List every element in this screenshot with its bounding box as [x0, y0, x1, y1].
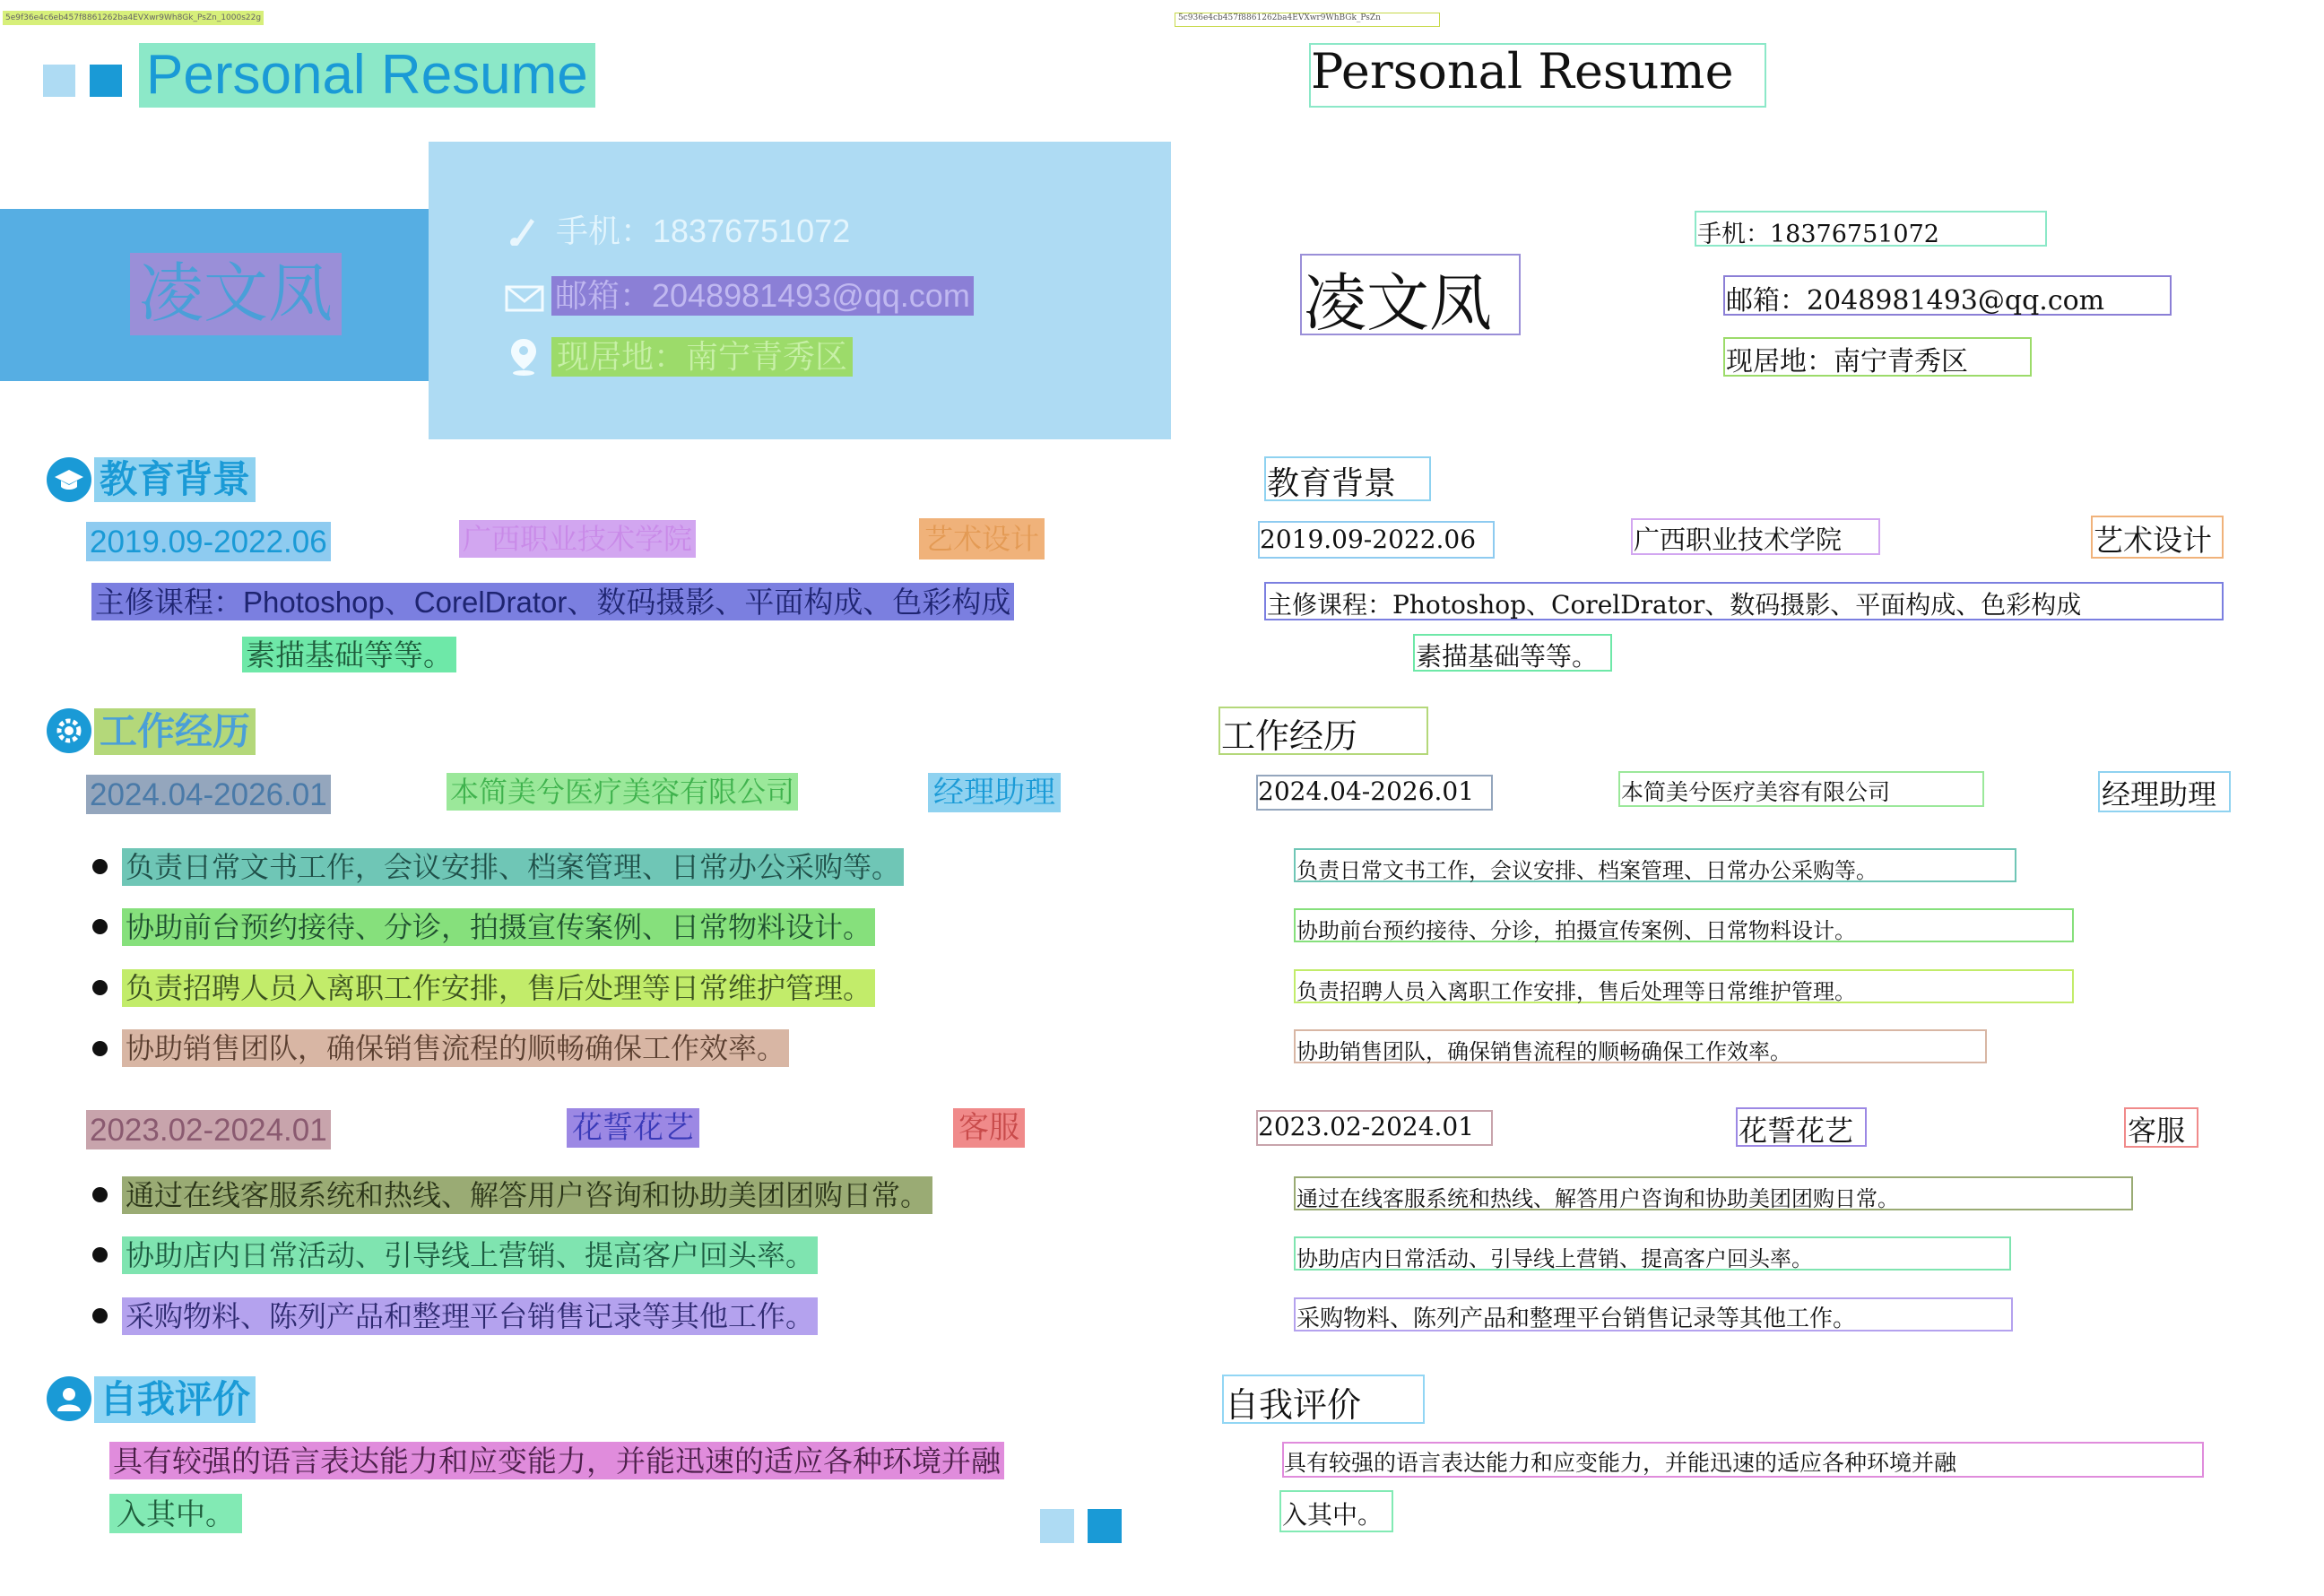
resume-title: Personal Resume — [1311, 43, 1734, 100]
self-eval-line2: 入其中。 — [109, 1494, 242, 1533]
job2-duty-2: 协助店内日常活动、引导线上营销、提高客户回头率。 — [1296, 1246, 1813, 1271]
job2-duty-2: 协助店内日常活动、引导线上营销、提高客户回头率。 — [122, 1236, 818, 1274]
footer-square-dark — [1088, 1509, 1122, 1543]
graduation-cap-icon — [47, 457, 91, 502]
job2-date: 2023.02-2024.01 — [1258, 1112, 1475, 1141]
gear-icon — [47, 708, 91, 753]
bullet-dot — [92, 1247, 108, 1262]
resume-name: 凌文凤 — [130, 253, 342, 335]
education-section-title: 教育背景 — [1267, 465, 1397, 502]
resume-name: 凌文凤 — [1304, 266, 1492, 340]
job2-company: 花誓花艺 — [1739, 1114, 1854, 1148]
bullet-dot — [92, 980, 108, 995]
education-courses-line2: 素描基础等等。 — [1416, 641, 1599, 672]
job2-role: 客服 — [2128, 1114, 2186, 1148]
education-school: 广西职业技术学院 — [1634, 525, 1843, 555]
job1-company: 本简美兮医疗美容有限公司 — [1621, 779, 1891, 805]
title-square-dark — [90, 65, 122, 97]
bullet-dot — [92, 1041, 108, 1056]
location-text: 现居地：南宁青秀区 — [1726, 346, 1968, 377]
doc-id-label: 5c936e4cb457f8861262ba4EVXwr9WhBGk_PsZn — [1178, 13, 1381, 22]
education-courses-line1: 主修课程：Photoshop、CorelDrator、数码摄影、平面构成、色彩构成 — [91, 583, 1014, 620]
location-text: 现居地：南宁青秀区 — [551, 337, 853, 377]
job2-duty-3: 采购物料、陈列产品和整理平台销售记录等其他工作。 — [1296, 1305, 1857, 1332]
education-school: 广西职业技术学院 — [459, 520, 696, 558]
resume-title: Personal Resume — [139, 43, 595, 108]
job2-role: 客服 — [953, 1108, 1025, 1148]
bullet-dot — [92, 1308, 108, 1323]
email-text: 邮箱：2048981493@qq.com — [551, 276, 974, 316]
job2-duty-1: 通过在线客服系统和热线、解答用户咨询和协助美团团购日常。 — [122, 1176, 932, 1214]
self-eval-line1: 具有较强的语言表达能力和应变能力，并能迅速的适应各种环境并融 — [1284, 1450, 1957, 1476]
job1-date: 2024.04-2026.01 — [1258, 776, 1475, 806]
location-pin-icon — [509, 337, 538, 377]
job2-company: 花誓花艺 — [567, 1108, 699, 1148]
bullet-dot — [92, 919, 108, 934]
education-courses-line1: 主修课程：Photoshop、CorelDrator、数码摄影、平面构成、色彩构成 — [1267, 590, 2082, 620]
education-major: 艺术设计 — [919, 518, 1045, 559]
footer-square-light — [1040, 1509, 1074, 1543]
work-section-title: 工作经历 — [1221, 716, 1358, 756]
job1-duty-4: 协助销售团队，确保销售流程的顺畅确保工作效率。 — [122, 1029, 789, 1067]
text-extraction-panel — [1166, 0, 2324, 1596]
work-section-title: 工作经历 — [94, 708, 256, 755]
phone-text: 手机：18376751072 — [1697, 221, 1939, 248]
job1-role: 经理助理 — [928, 773, 1061, 812]
title-square-light — [43, 65, 75, 97]
bullet-dot — [92, 859, 108, 874]
phone-text: 手机：18376751072 — [556, 213, 851, 249]
job1-duty-3: 负责招聘人员入离职工作安排，售后处理等日常维护管理。 — [122, 969, 875, 1007]
job1-company: 本简美兮医疗美容有限公司 — [447, 773, 798, 811]
mail-icon — [505, 285, 544, 312]
self-eval-section-title: 自我评价 — [1225, 1385, 1362, 1425]
job1-date: 2024.04-2026.01 — [86, 775, 331, 814]
job2-date: 2023.02-2024.01 — [86, 1110, 331, 1149]
education-section-title: 教育背景 — [94, 457, 256, 502]
job1-duty-1: 负责日常文书工作，会议安排、档案管理、日常办公采购等。 — [1296, 858, 1877, 883]
job1-duty-1: 负责日常文书工作，会议安排、档案管理、日常办公采购等。 — [122, 848, 904, 886]
job2-duty-3: 采购物料、陈列产品和整理平台销售记录等其他工作。 — [122, 1297, 818, 1335]
doc-id-label: 5e9f36e4c6eb457f8861262ba4EVXwr9Wh8Gk_PsZn_1000s22g — [3, 11, 264, 25]
email-text: 邮箱：2048981493@qq.com — [1726, 285, 2105, 317]
education-date: 2019.09-2022.06 — [86, 522, 331, 561]
self-eval-line2: 入其中。 — [1282, 1500, 1383, 1530]
education-courses-line2: 素描基础等等。 — [242, 637, 456, 672]
education-date: 2019.09-2022.06 — [1260, 525, 1477, 554]
job1-duty-2: 协助前台预约接待、分诊，拍摄宣传案例、日常物料设计。 — [1296, 918, 1856, 943]
job1-duty-4: 协助销售团队，确保销售流程的顺畅确保工作效率。 — [1296, 1039, 1791, 1064]
job2-duty-1: 通过在线客服系统和热线、解答用户咨询和协助美团团购日常。 — [1296, 1186, 1899, 1211]
phone-icon — [509, 215, 536, 246]
user-icon — [47, 1376, 91, 1421]
self-eval-section-title: 自我评价 — [94, 1376, 256, 1423]
job1-role: 经理助理 — [2102, 777, 2217, 811]
job1-duty-2: 协助前台预约接待、分诊，拍摄宣传案例、日常物料设计。 — [122, 908, 875, 946]
education-major: 艺术设计 — [2094, 523, 2212, 558]
self-eval-line1: 具有较强的语言表达能力和应变能力，并能迅速的适应各种环境并融 — [109, 1442, 1004, 1479]
bullet-dot — [92, 1187, 108, 1202]
job1-duty-3: 负责招聘人员入离职工作安排，售后处理等日常维护管理。 — [1296, 979, 1856, 1004]
